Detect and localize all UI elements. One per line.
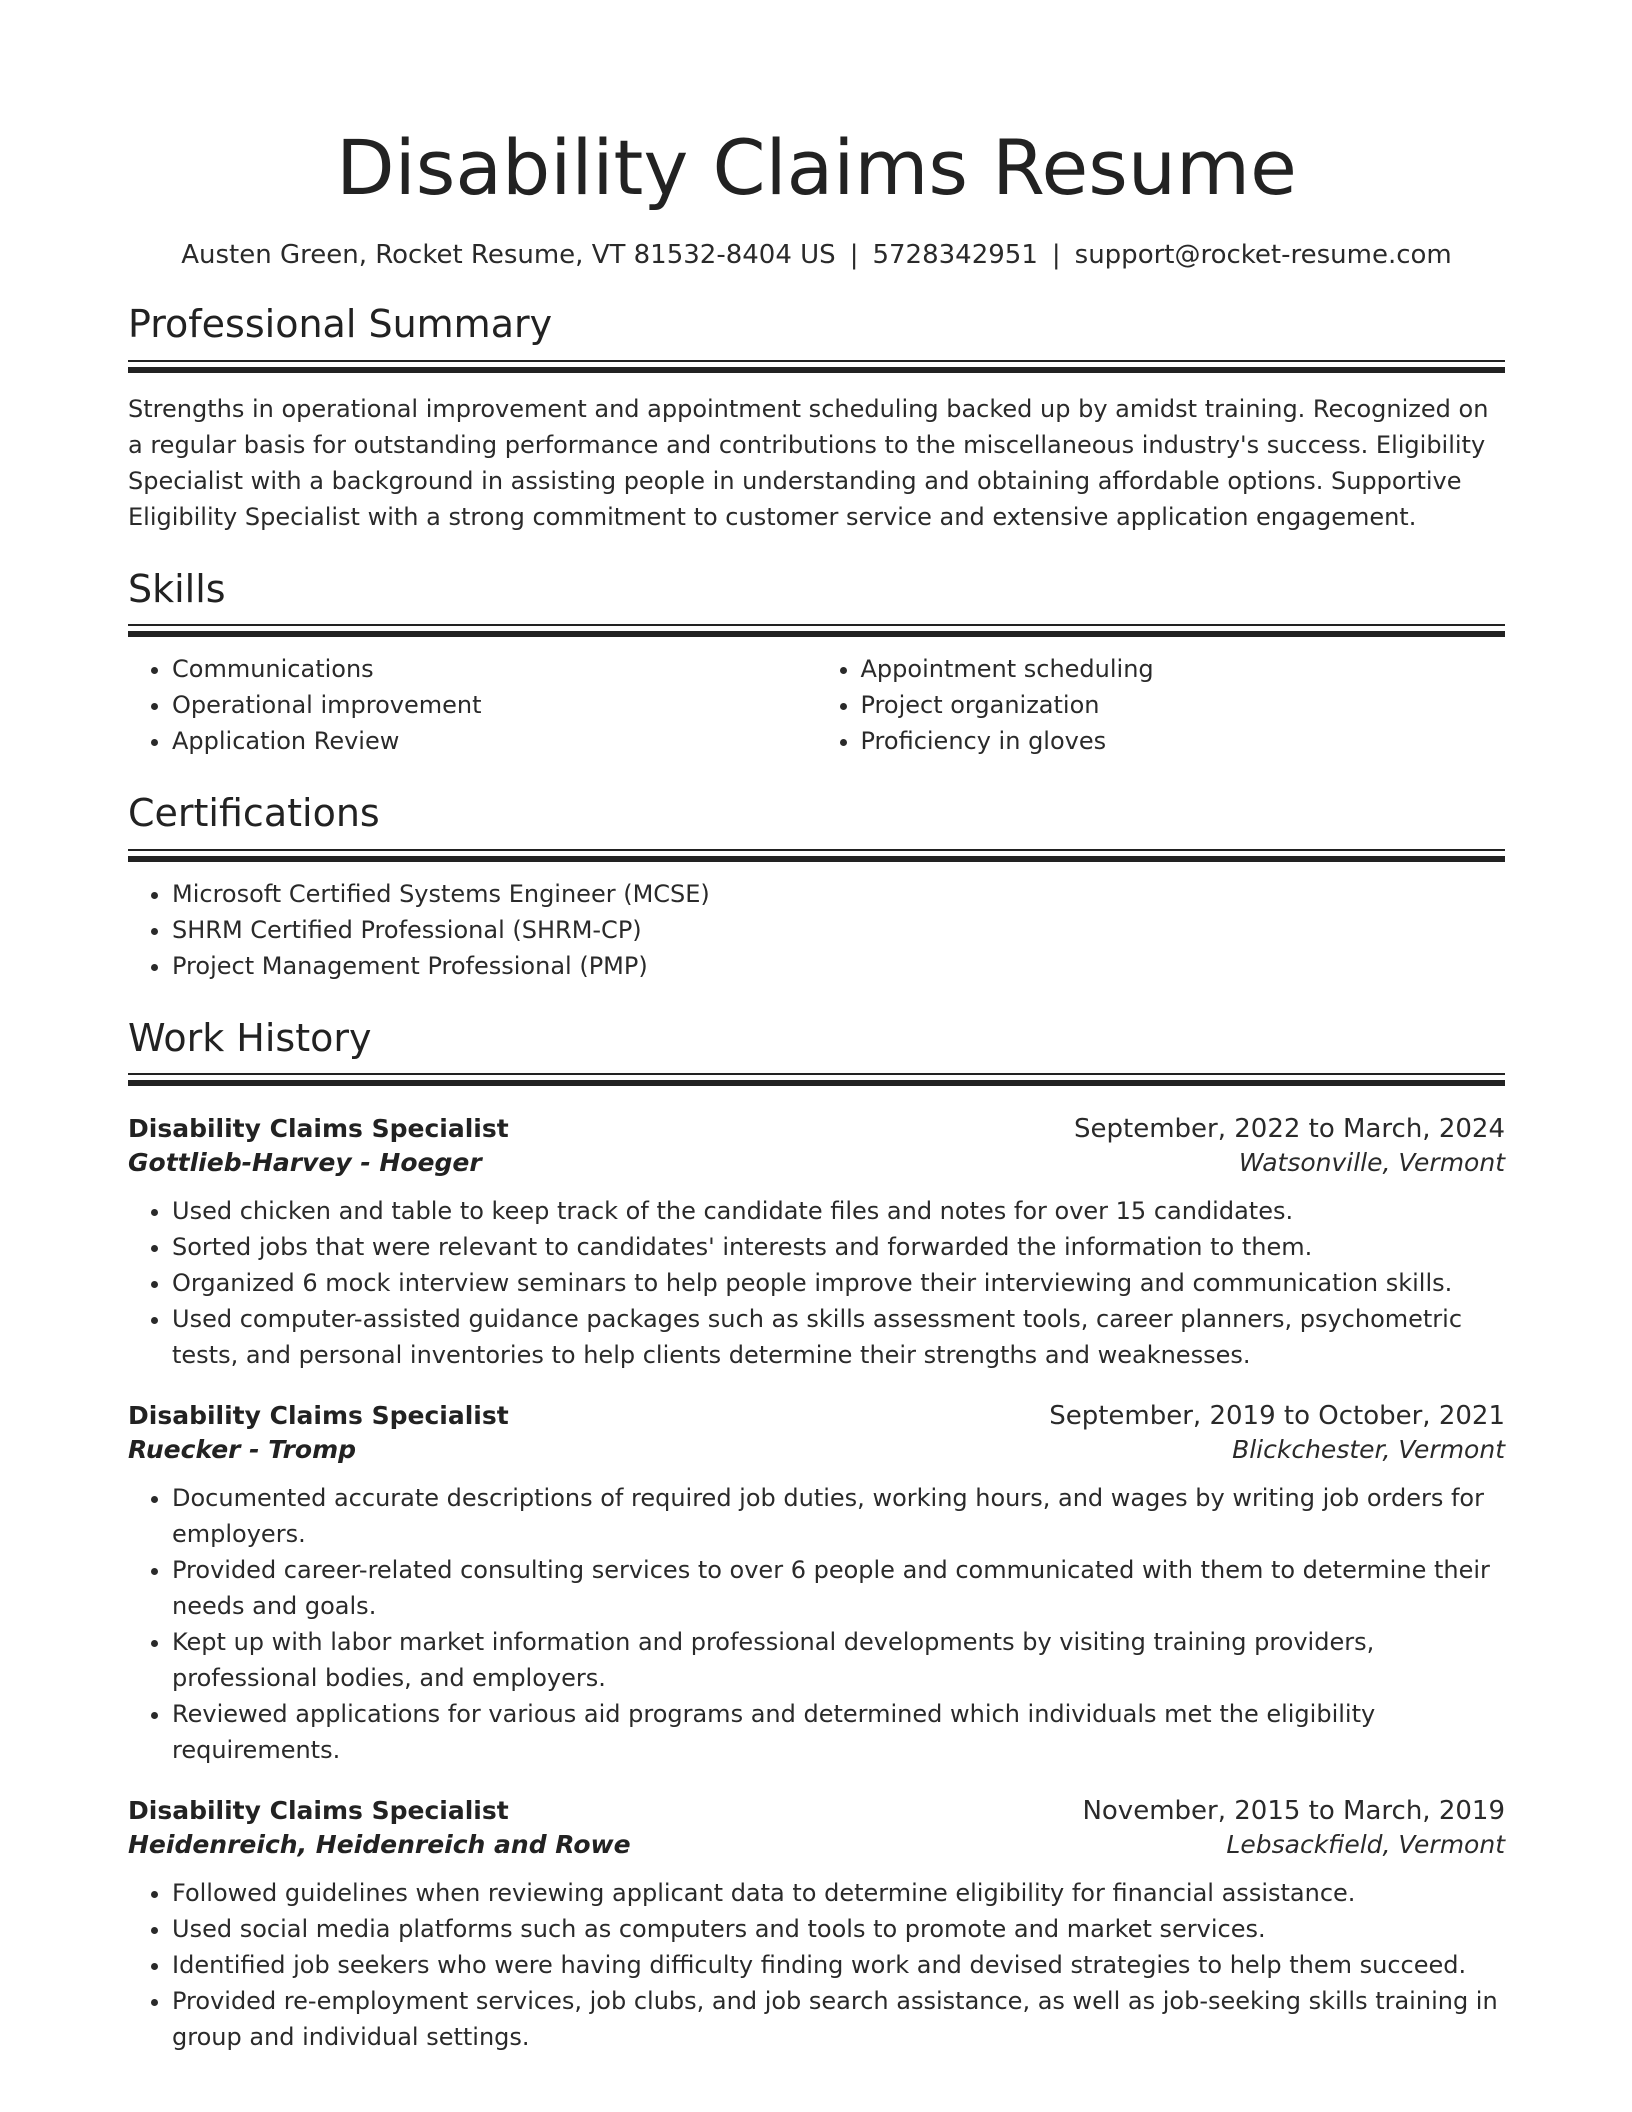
job-bullets [128,1875,1505,2055]
section-work-history [128,1016,1505,2056]
certification-item: • Microsoft Certified Systems Engineer (MCSE) [172,876,1505,912]
job-bullet: • Organized 6 mock interview seminars to help people improve their interviewing and communication skills. [172,1265,1505,1301]
section-heading: Professional Summary [128,302,553,346]
section-heading: Work History [128,1015,372,1060]
contact-address: Austen Green, Rocket Resume, VT 81532-8404 US [181,240,836,270]
section-divider [128,1073,1505,1086]
job-entry [128,1796,1505,2055]
job-company: Heidenreich, Heidenreich and Rowe [128,1830,631,1860]
job-dates: September, 2019 to October, 2021 [1049,1401,1505,1432]
job-dates: November, 2015 to March, 2019 [1082,1796,1505,1827]
job-bullet: • Used social media platforms such as computers and tools to promote and market services. [172,1911,1505,1947]
contact-email[interactable]: support@rocket-resume.com [1074,240,1452,270]
job-entry [128,1401,1505,1768]
contact-phone: 5728342951 [872,240,1038,270]
certification-item: • SHRM Certified Professional (SHRM-CP) [172,912,1505,948]
job-title: Disability Claims Specialist [128,1114,509,1144]
section-divider [128,360,1505,373]
summary-text: Strengths in operational improvement and appointment scheduling backed up by amidst training. Recognized on a regular basis for outstanding performance and contributions to the miscellaneous industry's success. Eligibility Specialist with a background in assisting people in understanding and obtaining affordable options. Supportive Eligibility Specialist with a strong commitment to customer service and extensive application engagement. [128,394,1489,531]
section-skills [128,567,1505,760]
job-subheader-row [128,1148,1505,1177]
job-bullet: • Used chicken and table to keep track of the candidate files and notes for over 15 candidates. [172,1193,1505,1229]
section-heading: Skills [128,566,226,611]
job-subheader-row [128,1830,1505,1859]
section-certifications [128,791,1505,984]
job-location: Watsonville, Vermont [1238,1148,1505,1178]
job-bullet: • Documented accurate descriptions of required job duties, working hours, and wages by writing job orders for employers. [172,1480,1505,1552]
skill-item: • Proficiency in gloves [861,723,1506,759]
job-dates: September, 2022 to March, 2024 [1074,1114,1505,1145]
job-company: Ruecker - Tromp [128,1435,357,1465]
skill-item: • Operational improvement [172,687,817,723]
job-location: Blickchester, Vermont [1232,1435,1505,1465]
job-bullet: • Used computer-assisted guidance packages such as skills assessment tools, career planners, psychometric tests, and personal inventories to help clients determine their strengths and weaknesses. [172,1301,1505,1373]
section-heading: Certifications [128,791,380,836]
skill-item: • Application Review [172,723,817,759]
job-company: Gottlieb-Harvey - Hoeger [128,1148,482,1178]
job-bullet: • Identified job seekers who were having difficulty finding work and devised strategies to help them succeed. [172,1947,1505,1983]
job-location: Lebsackfield, Vermont [1226,1830,1505,1860]
job-bullet: • Provided re-employment services, job clubs, and job search assistance, as well as job-seeking skills training in group and individual settings. [172,1983,1505,2055]
skill-item: • Project organization [861,687,1506,723]
job-bullet: • Sorted jobs that were relevant to candidates' interests and forwarded the information to them. [172,1229,1505,1265]
contact-separator: | [849,240,859,270]
job-bullets [128,1480,1505,1768]
job-bullet: • Followed guidelines when reviewing applicant data to determine eligibility for financial assistance. [172,1875,1505,1911]
job-header-row [128,1796,1505,1826]
document-title: Disability Claims Resume [336,123,1297,212]
job-title: Disability Claims Specialist [128,1401,509,1431]
job-subheader-row [128,1435,1505,1464]
job-header-row [128,1401,1505,1431]
job-bullets [128,1193,1505,1373]
job-header-row [128,1114,1505,1144]
job-bullet: • Reviewed applications for various aid programs and determined which individuals met the eligibility requirements. [172,1696,1505,1768]
job-bullet: • Kept up with labor market information and professional developments by visiting training providers, professional bodies, and employers. [172,1624,1505,1696]
job-entry [128,1114,1505,1373]
section-divider [128,624,1505,637]
skills-grid [128,651,1505,759]
certification-item: • Project Management Professional (PMP) [172,948,1505,984]
contact-line [128,240,1505,270]
skill-item: • Appointment scheduling [861,651,1506,687]
section-professional-summary [128,302,1505,535]
contact-separator: | [1051,240,1061,270]
certifications-list [128,876,1505,984]
job-title: Disability Claims Specialist [128,1796,509,1826]
skill-item: • Communications [172,651,817,687]
skills-column-right [817,651,1506,759]
section-divider [128,849,1505,862]
job-bullet: • Provided career-related consulting services to over 6 people and communicated with them to determine their needs and goals. [172,1552,1505,1624]
skills-column-left [128,651,817,759]
